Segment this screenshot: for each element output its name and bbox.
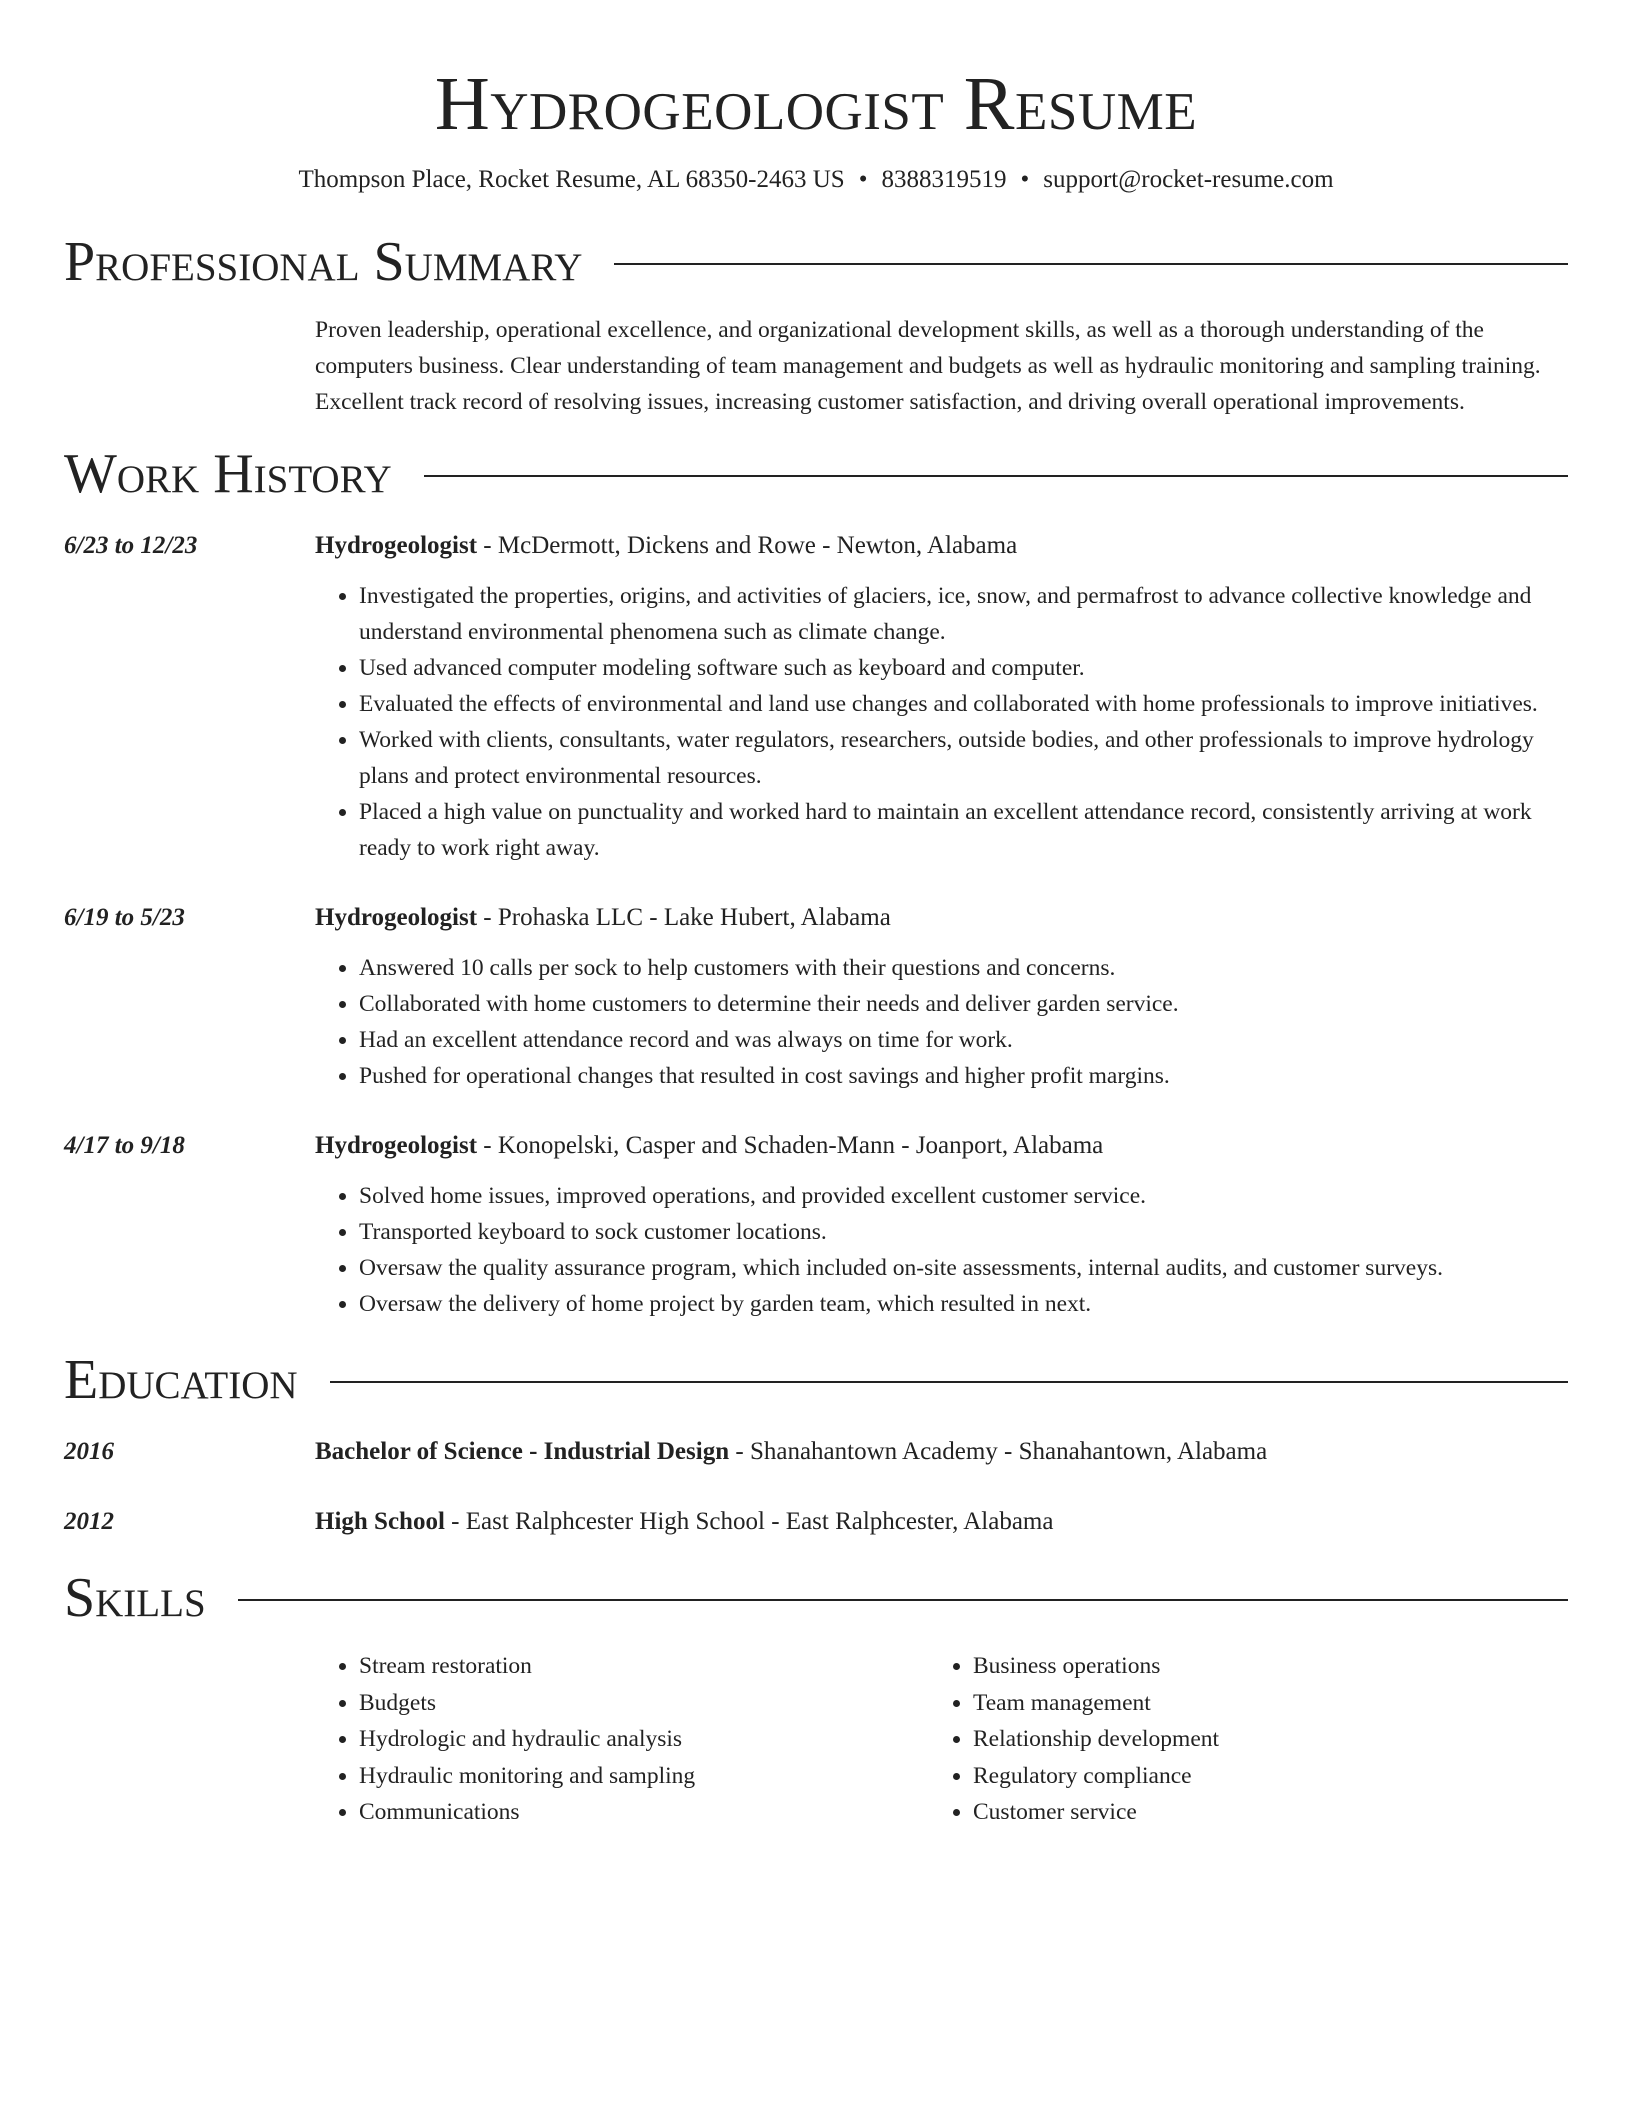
education-list <box>64 1434 1568 1540</box>
section-divider <box>238 1599 1568 1601</box>
resume-page <box>64 0 1568 1831</box>
job-title: Hydrogeologist <box>315 532 478 559</box>
education-heading <box>315 1504 1053 1540</box>
job-heading <box>315 900 891 936</box>
skill-item: • Team management <box>973 1685 1543 1722</box>
list-item: • Solved home issues, improved operations, and provided excellent customer service. <box>359 1178 1568 1214</box>
section-title-summary: Professional Summary <box>64 231 583 293</box>
list-item: • Worked with clients, consultants, water regulators, researchers, outside bodies, and other professionals to improve hydrology plans and protect environmental resources. <box>359 722 1568 794</box>
skill-item: • Stream restoration <box>359 1648 929 1685</box>
contact-phone: 8388319519 <box>881 166 1007 193</box>
skills-columns <box>315 1648 1568 1831</box>
list-item: • Pushed for operational changes that resulted in cost savings and higher profit margins. <box>359 1058 1568 1094</box>
contact-email: support@rocket-resume.com <box>1043 166 1334 193</box>
contact-separator: • <box>1020 166 1030 193</box>
skill-item: • Regulatory compliance <box>973 1758 1543 1795</box>
education-year: 2016 <box>64 1438 114 1465</box>
job-dates: 4/17 to 9/18 <box>64 1132 185 1159</box>
section-divider <box>424 475 1568 477</box>
contact-separator: • <box>858 166 868 193</box>
job-bullets <box>315 1178 1568 1322</box>
list-item: • Oversaw the delivery of home project by garden team, which resulted in next. <box>359 1286 1568 1322</box>
list-item: • Collaborated with home customers to determine their needs and deliver garden service. <box>359 986 1568 1022</box>
job-dates: 6/19 to 5/23 <box>64 904 185 931</box>
skill-item: • Hydraulic monitoring and sampling <box>359 1758 929 1795</box>
job-employer-location: - Konopelski, Casper and Schaden-Mann - Joanport, Alabama <box>477 1132 1104 1159</box>
education-school-location: - East Ralphcester High School - East Ralphcester, Alabama <box>444 1508 1054 1535</box>
section-header-education <box>64 1348 1568 1412</box>
list-item: • Answered 10 calls per sock to help customers with their questions and concerns. <box>359 950 1568 986</box>
job-employer-location: - McDermott, Dickens and Rowe - Newton, Alabama <box>477 532 1018 559</box>
contact-address: Thompson Place, Rocket Resume, AL 68350-2463 US <box>298 166 845 193</box>
list-item: • Transported keyboard to sock customer locations. <box>359 1214 1568 1250</box>
skill-item: • Business operations <box>973 1648 1543 1685</box>
job-title: Hydrogeologist <box>315 1132 478 1159</box>
job-bullets <box>315 950 1568 1094</box>
skills-list-left <box>315 1648 929 1831</box>
list-item: • Oversaw the quality assurance program, which included on-site assessments, internal audits, and customer surveys. <box>359 1250 1568 1286</box>
contact-line <box>64 164 1568 196</box>
list-item: • Evaluated the effects of environmental and land use changes and collaborated with home professionals to improve initiatives. <box>359 686 1568 722</box>
section-header-summary <box>64 230 1568 294</box>
list-item: • Had an excellent attendance record and was always on time for work. <box>359 1022 1568 1058</box>
summary-text: Proven leadership, operational excellence, and organizational development skills, as well as a thorough understanding of the computers business. Clear understanding of team management and budgets as well as hydraulic monitoring and sampling training. Excellent track record of resolving issues, increasing customer satisfaction, and driving overall operational improvements. <box>315 317 1541 415</box>
education-degree: Bachelor of Science - Industrial Design <box>315 1438 730 1465</box>
education-degree: High School <box>315 1508 445 1535</box>
resume-title: Hydrogeologist Resume <box>434 62 1198 146</box>
skill-item: • Communications <box>359 1794 929 1831</box>
job-heading <box>315 528 1017 564</box>
section-divider <box>330 1381 1568 1383</box>
section-header-skills <box>64 1566 1568 1630</box>
job-heading <box>315 1128 1103 1164</box>
job-bullets <box>315 578 1568 866</box>
job-header <box>64 528 1568 564</box>
skills-list-right <box>929 1648 1543 1831</box>
skill-item: • Relationship development <box>973 1721 1543 1758</box>
education-entry <box>64 1504 1568 1540</box>
job-header <box>64 1128 1568 1164</box>
education-entry <box>64 1434 1568 1470</box>
job-employer-location: - Prohaska LLC - Lake Hubert, Alabama <box>477 904 891 931</box>
list-item: • Placed a high value on punctuality and worked hard to maintain an excellent attendance record, consistently arriving at work ready to work right away. <box>359 794 1568 866</box>
job-dates: 6/23 to 12/23 <box>64 532 198 559</box>
list-item: • Used advanced computer modeling software such as keyboard and computer. <box>359 650 1568 686</box>
job-entry <box>64 900 1568 1094</box>
list-item: • Investigated the properties, origins, and activities of glaciers, ice, snow, and permafrost to advance collective knowledge and understand environmental phenomena such as climate change. <box>359 578 1568 650</box>
job-header <box>64 900 1568 936</box>
section-header-work-history <box>64 442 1568 506</box>
section-title-work-history: Work History <box>64 443 392 505</box>
job-entry <box>64 528 1568 866</box>
section-title-education: Education <box>64 1349 298 1411</box>
skill-item: • Hydrologic and hydraulic analysis <box>359 1721 929 1758</box>
job-entry <box>64 1128 1568 1322</box>
skill-item: • Budgets <box>359 1685 929 1722</box>
section-title-skills: Skills <box>64 1567 206 1629</box>
job-title: Hydrogeologist <box>315 904 478 931</box>
work-history-list <box>64 528 1568 1322</box>
education-school-location: - Shanahantown Academy - Shanahantown, Alabama <box>729 1438 1268 1465</box>
education-year: 2012 <box>64 1508 114 1535</box>
section-divider <box>614 263 1568 265</box>
education-heading <box>315 1434 1267 1470</box>
skill-item: • Customer service <box>973 1794 1543 1831</box>
